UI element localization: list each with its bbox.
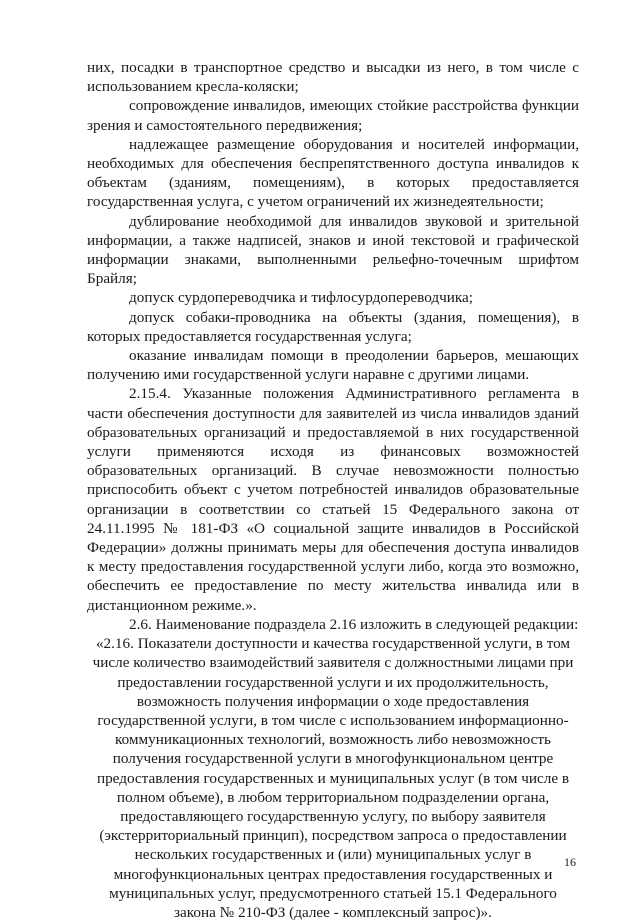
quoted-section-2-16: «2.16. Показатели доступности и качества государственной услуги, в том числе количество взаимодействий заявителя с должностными лицами при предоставлении государственной услуги и их продолжительность, возможность получения информации о ходе предоставления государственной услуги, в том числе с использованием информационно-коммуникационных технологий, возможность либо невозможность получения государственной услуги в многофункциональном центре предоставления государственных и муниципальных услуг (в том числе в полном объеме), в любом территориальном подразделении органа, предоставляющего государственную услугу, по выбору заявителя (экстерриториальный принцип), посредством запроса о предоставлении нескольких государственных и (или) муниципальных услуг в многофункциональных центрах предоставления государственных и муниципальных услуг, предусмотренного статьей 15.1 Федерального закона № 210-ФЗ (далее - комплексный запрос)».	[92, 635, 574, 921]
paragraph-assistance: оказание инвалидам помощи в преодолении барьеров, мешающих получению ими государственной услуги наравне с другими лицами.	[87, 347, 579, 384]
document-body	[87, 58, 579, 922]
page-number: 16	[564, 855, 576, 869]
paragraph-2-15-4: 2.15.4. Указанные положения Административного регламента в части обеспечения доступности для заявителей из числа инвалидов зданий образовательных организаций и предоставляемой в них государственной услуги применяются исходя из финансовых возможностей образовательных организаций. В случае невозможности полностью приспособить объект с учетом потребностей инвалидов образовательные организации в соответствии со статьей 15 Федерального закона от 24.11.1995 № 181-ФЗ «О социальной защите инвалидов в Российской Федерации» должны принимать меры для обеспечения доступа инвалидов к месту предоставления государственной услуги либо, когда это возможно, обеспечить ее предоставление по месту жительства инвалида или в дистанционном режиме.».	[87, 385, 579, 614]
paragraph-guide-dog: допуск собаки-проводника на объекты (здания, помещения), в которых предоставляется государственная услуга;	[87, 308, 579, 345]
paragraph-interpreter: допуск сурдопереводчика и тифлосурдопереводчика;	[129, 289, 473, 307]
paragraph-continuation: них, посадки в транспортное средство и высадки из него, в том числе с использованием кресла-коляски;	[87, 59, 579, 96]
paragraph-equipment: надлежащее размещение оборудования и носителей информации, необходимых для обеспечения беспрепятственного доступа инвалидов к объектам (зданиям, помещениям), в которых предоставляется государственная услуга, с учетом ограничений их жизнедеятельности;	[87, 135, 579, 211]
paragraph-2-6: 2.6. Наименование подраздела 2.16 изложить в следующей редакции:	[129, 615, 579, 633]
paragraph-escort: сопровождение инвалидов, имеющих стойкие расстройства функции зрения и самостоятельного передвижения;	[87, 97, 579, 134]
paragraph-braille: дублирование необходимой для инвалидов звуковой и зрительной информации, а также надписей, знаков и иной текстовой и графической информации знаками, выполненными рельефно-точечным шрифтом Брайля;	[87, 212, 579, 288]
